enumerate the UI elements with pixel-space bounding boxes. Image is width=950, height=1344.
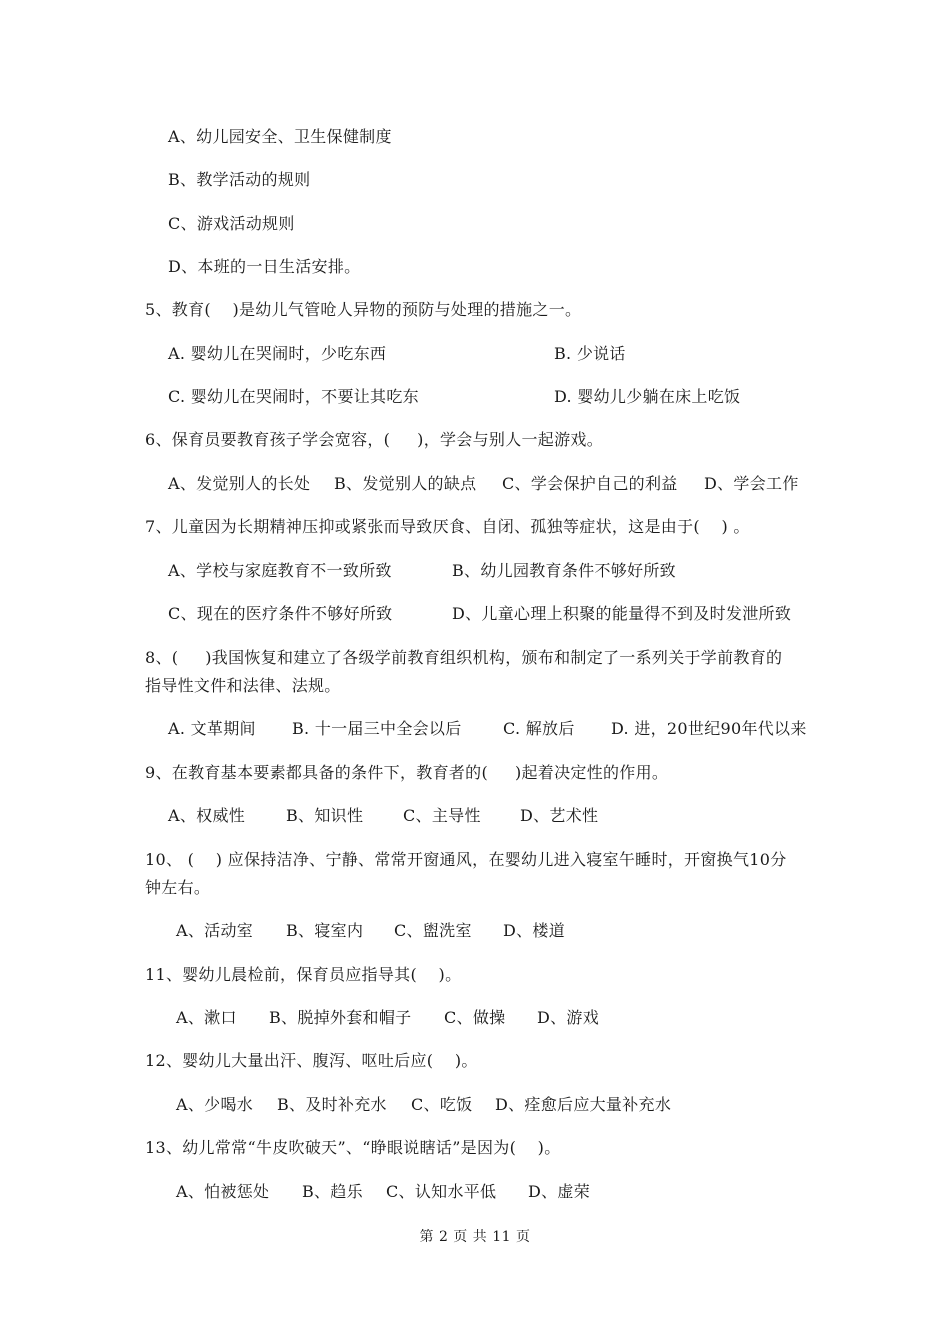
q7-stem: 7、儿童因为长期精神压抑或紧张而导致厌食、自闭、孤独等症状，这是由于( ) 。 xyxy=(145,517,750,536)
q13-stem: 13、幼儿常常“牛皮吹破天”、“睁眼说瞎话”是因为( )。 xyxy=(145,1138,561,1157)
q11-option-c: C、做操 xyxy=(444,1008,506,1027)
q11-option-b: B、脱掉外套和帽子 xyxy=(269,1008,412,1027)
q8-option-d: D. 进，20世纪90年代以来 xyxy=(611,719,807,738)
q8-option-a: A. 文革期间 xyxy=(168,719,256,738)
q6-stem: 6、保育员要教育孩子学会宽容，( )，学会与别人一起游戏。 xyxy=(145,430,603,449)
q12-stem: 12、婴幼儿大量出汗、腹泻、呕吐后应( )。 xyxy=(145,1051,478,1070)
q6-option-b: B、发觉别人的缺点 xyxy=(334,474,477,493)
q7-option-c: C、现在的医疗条件不够好所致 xyxy=(168,604,393,623)
q10-stem-line2: 钟左右。 xyxy=(145,878,211,897)
q4-option-d: D、本班的一日生活安排。 xyxy=(168,257,361,276)
q13-option-a: A、怕被惩处 xyxy=(176,1182,270,1201)
q9-stem: 9、在教育基本要素都具备的条件下，教育者的( )起着决定性的作用。 xyxy=(145,763,669,782)
q5-option-c: C. 婴幼儿在哭闹时，不要让其吃东 xyxy=(168,387,419,406)
q5-stem: 5、教育( )是幼儿气管呛人异物的预防与处理的措施之一。 xyxy=(145,300,582,319)
q7-option-d: D、儿童心理上积聚的能量得不到及时发泄所致 xyxy=(452,604,792,623)
q4-option-b: B、教学活动的规则 xyxy=(168,170,311,189)
q9-option-a: A、权威性 xyxy=(168,806,246,825)
q6-option-d: D、学会工作 xyxy=(704,474,799,493)
q13-option-b: B、趋乐 xyxy=(302,1182,363,1201)
q8-option-b: B. 十一届三中全会以后 xyxy=(292,719,462,738)
q8-stem-line2: 指导性文件和法律、法规。 xyxy=(145,676,341,695)
q5-option-a: A. 婴幼儿在哭闹时，少吃东西 xyxy=(168,344,387,363)
q8-stem-line1: 8、( )我国恢复和建立了各级学前教育组织机构，颁布和制定了一系列关于学前教育的 xyxy=(145,648,783,667)
q12-option-b: B、及时补充水 xyxy=(277,1095,387,1114)
q10-option-a: A、活动室 xyxy=(176,921,254,940)
q7-option-b: B、幼儿园教育条件不够好所致 xyxy=(452,561,676,580)
q4-option-a: A、幼儿园安全、卫生保健制度 xyxy=(168,127,392,146)
q10-option-b: B、寝室内 xyxy=(286,921,364,940)
q11-option-d: D、游戏 xyxy=(537,1008,600,1027)
q13-option-d: D、虚荣 xyxy=(528,1182,591,1201)
q11-option-a: A、漱口 xyxy=(176,1008,237,1027)
q6-option-a: A、发觉别人的长处 xyxy=(168,474,311,493)
q9-option-b: B、知识性 xyxy=(286,806,364,825)
q9-option-c: C、主导性 xyxy=(403,806,481,825)
q6-option-c: C、学会保护自己的利益 xyxy=(502,474,678,493)
q5-option-b: B. 少说话 xyxy=(554,344,626,363)
q8-option-c: C. 解放后 xyxy=(503,719,575,738)
q9-option-d: D、艺术性 xyxy=(520,806,599,825)
q7-option-a: A、学校与家庭教育不一致所致 xyxy=(168,561,392,580)
q12-option-c: C、吃饭 xyxy=(411,1095,473,1114)
q12-option-a: A、少喝水 xyxy=(176,1095,254,1114)
q12-option-d: D、痊愈后应大量补充水 xyxy=(495,1095,672,1114)
q5-option-d: D. 婴幼儿少躺在床上吃饭 xyxy=(554,387,741,406)
q11-stem: 11、婴幼儿晨检前，保育员应指导其( )。 xyxy=(145,965,462,984)
q4-option-c: C、游戏活动规则 xyxy=(168,214,295,233)
q10-option-d: D、楼道 xyxy=(503,921,566,940)
q13-option-c: C、认知水平低 xyxy=(386,1182,497,1201)
page-number-footer: 第 2 页 共 11 页 xyxy=(419,1229,531,1245)
q10-option-c: C、盥洗室 xyxy=(394,921,472,940)
q10-stem-line1: 10、 ( ) 应保持洁净、宁静、常常开窗通风，在婴幼儿进入寝室午睡时，开窗换气10分 xyxy=(145,850,787,869)
